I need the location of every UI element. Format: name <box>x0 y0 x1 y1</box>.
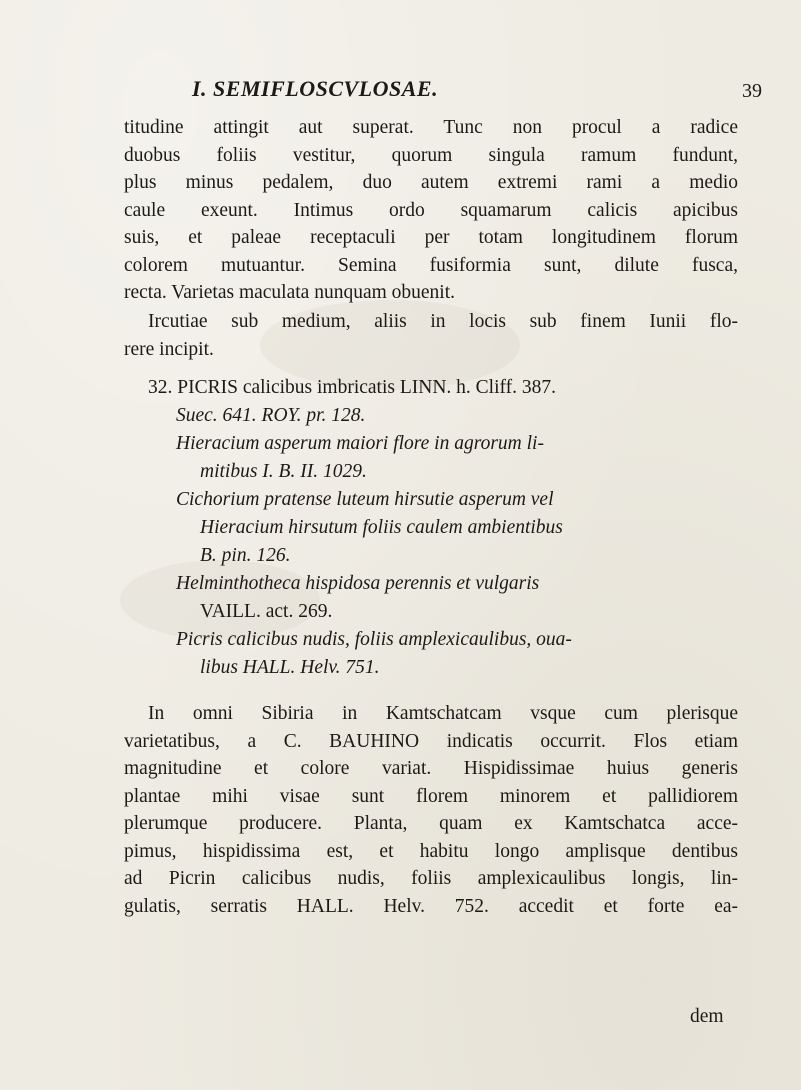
synonym-line: Helminthotheca hispidosa perennis et vulgaris <box>176 573 540 594</box>
paragraph-2 <box>124 308 738 363</box>
text-line: colorem mutuantur. Semina fusiformia sunt, dilute fusca, <box>124 254 738 276</box>
text-line: titudine attingit aut superat. Tunc non procul a radice <box>124 117 738 138</box>
species-entry <box>148 374 738 682</box>
text-line: Ircutiae sub medium, aliis in locis sub finem Iunii flo- <box>148 311 738 332</box>
text-line: plantae mihi visae sunt florem minorem et pallidiorem <box>124 785 738 807</box>
running-head: I. SEMIFLOSCVLOSAE. <box>192 76 439 101</box>
paragraph-1 <box>124 114 738 307</box>
text-line: gulatis, serratis HALL. Helv. 752. accedit et forte ea- <box>124 895 738 917</box>
text-line: In omni Sibiria in Kamtschatcam vsque cum plerisque <box>148 703 738 724</box>
synonym-line: Picris calicibus nudis, foliis amplexicaulibus, oua- <box>176 629 572 650</box>
synonym-line: Hieracium hirsutum foliis caulem ambientibus <box>200 517 563 538</box>
synonym-line: libus HALL. Helv. 751. <box>200 657 380 678</box>
entry-line: Suec. 641. ROY. pr. 128. <box>176 405 366 426</box>
page-header <box>0 76 801 110</box>
text-line: varietatibus, a C. BAUHINO indicatis occurrit. Flos etiam <box>124 730 738 752</box>
text-line: plerumque producere. Planta, quam ex Kamtschatca acce- <box>124 813 738 834</box>
synonym-line: B. pin. 126. <box>200 545 291 566</box>
synonym-line: Cichorium pratense luteum hirsutie asperum vel <box>176 489 554 510</box>
text-line: suis, et paleae receptaculi per totam longitudinem florum <box>124 227 738 248</box>
text-line: recta. Varietas maculata nunquam obuenit. <box>124 282 456 303</box>
synonym-line: VAILL. act. 269. <box>200 601 333 622</box>
synonym-line: mitibus I. B. II. 1029. <box>200 461 367 482</box>
text-line: caule exeunt. Intimus ordo squamarum calicis apicibus <box>124 199 738 221</box>
entry-heading: 32. PICRIS calicibus imbricatis LINN. h. Cliff. 387. <box>148 377 557 398</box>
synonym-line: Hieracium asperum maiori flore in agrorum li- <box>176 433 544 454</box>
page-number: 39 <box>742 80 762 102</box>
text-line: pimus, hispidissima est, et habitu longo amplisque dentibus <box>124 840 738 862</box>
text-line: plus minus pedalem, duo autem extremi rami a medio <box>124 172 738 193</box>
catchword: dem <box>690 1006 724 1027</box>
paragraph-3 <box>124 700 738 920</box>
text-line: magnitudine et colore variat. Hispidissimae huius generis <box>124 758 738 779</box>
text-line: duobus foliis vestitur, quorum singula ramum fundunt, <box>124 144 738 166</box>
text-line: rere incipit. <box>124 338 214 360</box>
text-line: ad Picrin calicibus nudis, foliis amplexicaulibus longis, lin- <box>124 868 738 889</box>
